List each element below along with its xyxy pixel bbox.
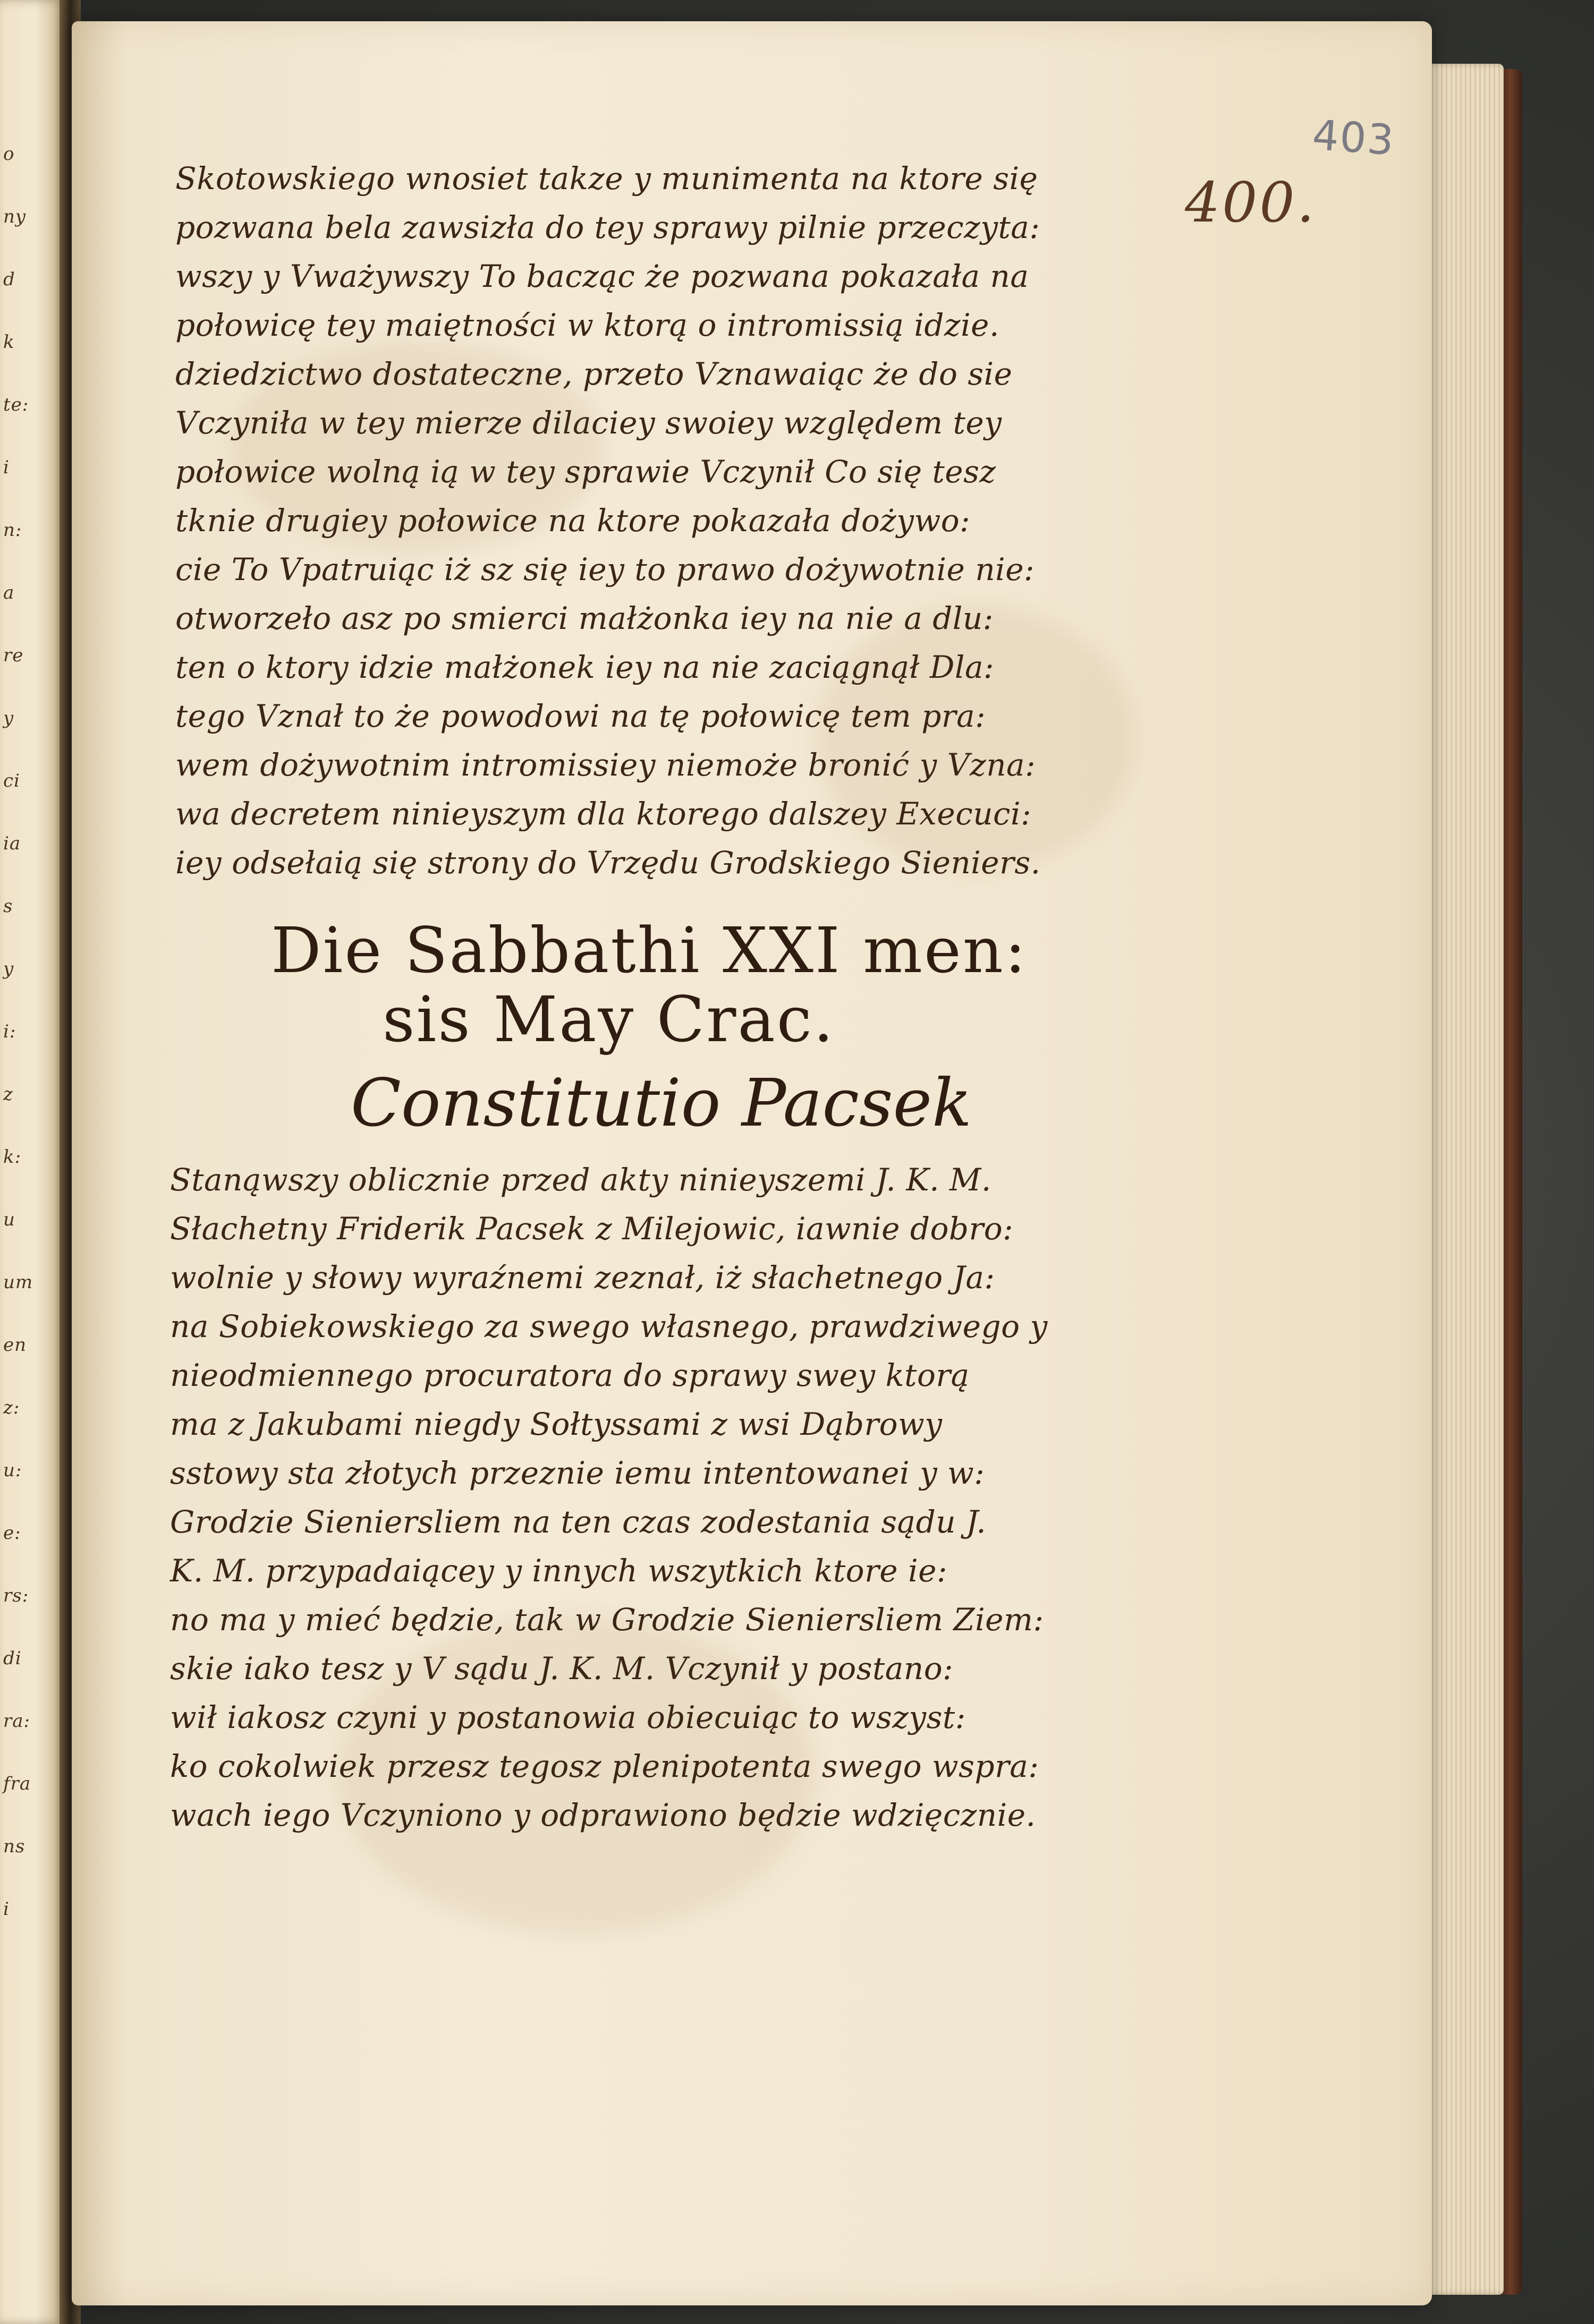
manuscript-line: skie iako tesz y V sądu J. K. M. Vczynił y postano:: [170, 1650, 954, 1687]
date-heading-line-1: Die Sabbathi XXI men:: [271, 914, 1028, 987]
left-page-fragment: i: [3, 457, 10, 478]
text-block-constitutio: [170, 1155, 1048, 1840]
manuscript-line: ma z Jakubami niegdy Sołtyssami z wsi Dąbrowy: [170, 1406, 943, 1442]
left-page-fragment: a: [3, 582, 15, 603]
manuscript-line: połowice wolną ią w tey sprawie Vczynił Co się tesz: [175, 454, 996, 490]
manuscript-line: Grodzie Sieniersliem na ten czas zodestania sądu J.: [170, 1504, 987, 1540]
manuscript-line: no ma y mieć będzie, tak w Grodzie Sieniersliem Ziem:: [170, 1602, 1044, 1638]
book-cover-edge: [1501, 69, 1522, 2295]
manuscript-line: ko cokolwiek przesz tegosz plenipotenta swego wspra:: [170, 1748, 1039, 1784]
manuscript-line: wił iakosz czyni y postanowia obiecuiąc to wszyst:: [170, 1699, 966, 1735]
left-page-fragment: ci: [3, 770, 20, 791]
left-page-fragment: i: [3, 1899, 10, 1920]
left-page-fragment: n:: [3, 520, 22, 541]
left-page-fragment: k: [3, 331, 15, 353]
manuscript-line: cie To Vpatruiąc iż sz się iey to prawo dożywotnie nie:: [175, 551, 1035, 588]
manuscript-line: pozwana bela zawsizła do tey sprawy pilnie przeczyta:: [175, 209, 1040, 245]
manuscript-line: dziedzictwo dostateczne, przeto Vznawaiąc że do sie: [175, 356, 1013, 392]
left-page-fragment: u: [3, 1209, 15, 1230]
left-page-fragment: z: [3, 1084, 13, 1105]
folio-number-pencil: 403: [1311, 111, 1396, 165]
manuscript-line: wach iego Vczyniono y odprawiono będzie wdzięcznie.: [170, 1797, 1036, 1833]
manuscript-line: iey odsełaią się strony do Vrzędu Grodskiego Sieniers.: [175, 845, 1041, 881]
left-page-fragment: z:: [3, 1397, 20, 1418]
left-page-fragment: ns: [3, 1836, 26, 1857]
manuscript-line: na Sobiekowskiego za swego własnego, prawdziwego y: [170, 1308, 1048, 1344]
manuscript-line: tknie drugiey połowice na ktore pokazała dożywo:: [175, 503, 971, 539]
left-page-fragment: y: [3, 958, 14, 980]
text-block-decree: [175, 154, 1041, 887]
left-page-fragment: o: [3, 143, 15, 165]
left-page-fragment: i:: [3, 1021, 16, 1042]
manuscript-line: ten o ktory idzie małżonek iey na nie zaciągnął Dla:: [175, 649, 995, 685]
manuscript-line: połowicę tey maiętności w ktorą o intromissią idzie.: [175, 307, 999, 343]
page-stack-edge: [1424, 64, 1504, 2295]
previous-page-edge: [0, 0, 64, 2324]
entry-title: Constitutio Pacsek: [351, 1065, 972, 1142]
left-page-fragment: y: [3, 708, 14, 729]
manuscript-line: wem dożywotnim intromissiey niemoże bronić y Vzna:: [175, 747, 1036, 783]
manuscript-line: nieodmiennego procuratora do sprawy swey ktorą: [170, 1357, 970, 1393]
folio-number-ink: 400.: [1185, 170, 1317, 235]
left-page-fragment: en: [3, 1334, 27, 1356]
manuscript-line: K. M. przypadaiącey y innych wszytkich ktore ie:: [170, 1553, 947, 1589]
manuscript-line: wolnie y słowy wyraźnemi zeznał, iż słachetnego Ja:: [170, 1259, 995, 1296]
left-page-fragment: te:: [3, 394, 29, 415]
manuscript-line: Skotowskiego wnosiet takze y munimenta na ktore się: [175, 160, 1038, 197]
manuscript-line: tego Vznał to że powodowi na tę połowicę tem pra:: [175, 698, 986, 734]
left-page-fragment: d: [3, 269, 15, 290]
left-page-fragment: rs:: [3, 1585, 29, 1606]
left-page-fragment: k:: [3, 1146, 22, 1168]
manuscript-line: wszy y Vważywszy To bacząc że pozwana pokazała na: [175, 258, 1029, 294]
left-page-fragment: s: [3, 896, 13, 917]
left-page-fragment: e:: [3, 1522, 21, 1544]
manuscript-line: Słachetny Friderik Pacsek z Milejowic, iawnie dobro:: [170, 1211, 1014, 1247]
left-page-fragment: ny: [3, 206, 27, 227]
left-page-fragment: fra: [3, 1773, 31, 1794]
left-page-fragment: um: [3, 1272, 33, 1293]
left-page-fragment: re: [3, 645, 24, 666]
manuscript-line: sstowy sta złotych przeznie iemu intentowanei y w:: [170, 1455, 985, 1491]
left-page-fragment: ra:: [3, 1710, 30, 1732]
manuscript-line: Vczyniła w tey mierze dilaciey swoiey względem tey: [175, 405, 1002, 441]
manuscript-line: Stanąwszy oblicznie przed akty ninieyszemi J. K. M.: [170, 1162, 991, 1198]
left-page-fragment: di: [3, 1648, 22, 1669]
manuscript-line: otworzeło asz po smierci małżonka iey na nie a dlu:: [175, 600, 994, 636]
date-heading-line-2: sis May Crac.: [383, 983, 835, 1056]
left-page-fragment: ia: [3, 833, 21, 854]
left-page-fragment: u:: [3, 1460, 22, 1481]
manuscript-line: wa decretem ninieyszym dla ktorego dalszey Execuci:: [175, 796, 1032, 832]
